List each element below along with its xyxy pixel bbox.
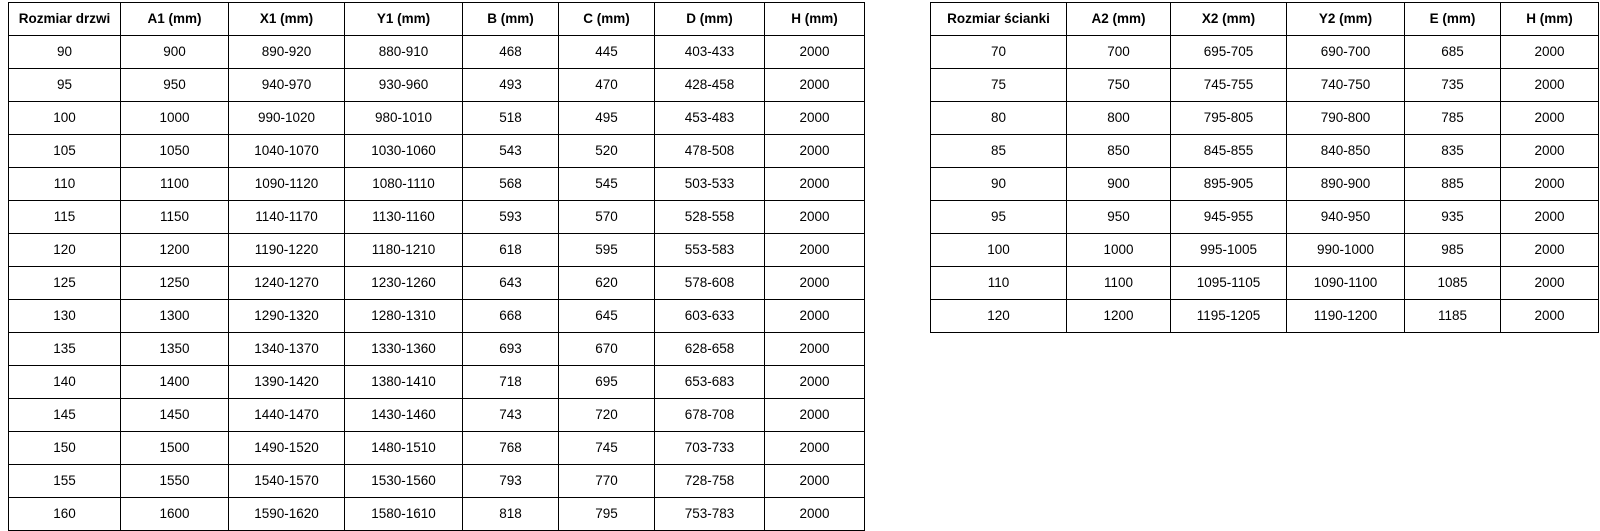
- cell: 1530-1560: [345, 465, 463, 498]
- cell: 645: [559, 300, 655, 333]
- cell: 1085: [1405, 267, 1501, 300]
- cell: 1140-1170: [229, 201, 345, 234]
- column-header-rozmiar-scianki: Rozmiar ścianki: [931, 3, 1067, 36]
- cell: 728-758: [655, 465, 765, 498]
- cell: 495: [559, 102, 655, 135]
- doors-table-body: [9, 36, 865, 531]
- cell: 695: [559, 366, 655, 399]
- table-row: [9, 366, 865, 399]
- cell: 785: [1405, 102, 1501, 135]
- cell: 743: [463, 399, 559, 432]
- cell: 1550: [121, 465, 229, 498]
- walls-dimensions-table-container: [930, 2, 1599, 333]
- cell: 700: [1067, 36, 1171, 69]
- cell: 900: [121, 36, 229, 69]
- cell: 545: [559, 168, 655, 201]
- cell: 643: [463, 267, 559, 300]
- table-row: [931, 267, 1599, 300]
- table-row: [9, 465, 865, 498]
- cell: 1590-1620: [229, 498, 345, 531]
- cell: 553-583: [655, 234, 765, 267]
- cell: 493: [463, 69, 559, 102]
- cell: 528-558: [655, 201, 765, 234]
- cell: 770: [559, 465, 655, 498]
- cell: 2000: [1501, 201, 1599, 234]
- cell: 800: [1067, 102, 1171, 135]
- cell: 930-960: [345, 69, 463, 102]
- cell: 1500: [121, 432, 229, 465]
- cell: 628-658: [655, 333, 765, 366]
- cell: 1130-1160: [345, 201, 463, 234]
- cell: 1180-1210: [345, 234, 463, 267]
- cell: 1600: [121, 498, 229, 531]
- cell: 1450: [121, 399, 229, 432]
- cell: 2000: [1501, 168, 1599, 201]
- cell: 1040-1070: [229, 135, 345, 168]
- cell: 145: [9, 399, 121, 432]
- cell: 950: [1067, 201, 1171, 234]
- cell: 735: [1405, 69, 1501, 102]
- table-header-row: [931, 3, 1599, 36]
- cell: 1350: [121, 333, 229, 366]
- cell: 2000: [1501, 102, 1599, 135]
- cell: 478-508: [655, 135, 765, 168]
- table-row: [9, 102, 865, 135]
- cell: 468: [463, 36, 559, 69]
- cell: 1200: [1067, 300, 1171, 333]
- cell: 2000: [765, 267, 865, 300]
- cell: 518: [463, 102, 559, 135]
- cell: 653-683: [655, 366, 765, 399]
- cell: 1200: [121, 234, 229, 267]
- table-row: [931, 168, 1599, 201]
- cell: 835: [1405, 135, 1501, 168]
- cell: 2000: [765, 168, 865, 201]
- column-header-h: H (mm): [765, 3, 865, 36]
- column-header-y2: Y2 (mm): [1287, 3, 1405, 36]
- cell: 1330-1360: [345, 333, 463, 366]
- cell: 880-910: [345, 36, 463, 69]
- column-header-x1: X1 (mm): [229, 3, 345, 36]
- cell: 1300: [121, 300, 229, 333]
- table-row: [9, 432, 865, 465]
- cell: 1090-1120: [229, 168, 345, 201]
- cell: 110: [931, 267, 1067, 300]
- cell: 135: [9, 333, 121, 366]
- walls-table-body: [931, 36, 1599, 333]
- cell: 70: [931, 36, 1067, 69]
- cell: 995-1005: [1171, 234, 1287, 267]
- cell: 428-458: [655, 69, 765, 102]
- cell: 2000: [765, 135, 865, 168]
- cell: 570: [559, 201, 655, 234]
- cell: 2000: [1501, 234, 1599, 267]
- cell: 1095-1105: [1171, 267, 1287, 300]
- cell: 720: [559, 399, 655, 432]
- cell: 703-733: [655, 432, 765, 465]
- cell: 1400: [121, 366, 229, 399]
- table-row: [931, 36, 1599, 69]
- cell: 2000: [1501, 267, 1599, 300]
- table-row: [931, 102, 1599, 135]
- cell: 1195-1205: [1171, 300, 1287, 333]
- cell: 130: [9, 300, 121, 333]
- cell: 745-755: [1171, 69, 1287, 102]
- walls-dimensions-table: [930, 2, 1599, 333]
- cell: 120: [9, 234, 121, 267]
- doors-table-header: [9, 3, 865, 36]
- walls-table-header: [931, 3, 1599, 36]
- cell: 110: [9, 168, 121, 201]
- table-row: [9, 300, 865, 333]
- table-row: [9, 333, 865, 366]
- cell: 693: [463, 333, 559, 366]
- cell: 940-970: [229, 69, 345, 102]
- cell: 668: [463, 300, 559, 333]
- column-header-c: C (mm): [559, 3, 655, 36]
- cell: 950: [121, 69, 229, 102]
- cell: 1250: [121, 267, 229, 300]
- column-header-e: E (mm): [1405, 3, 1501, 36]
- cell: 670: [559, 333, 655, 366]
- table-row: [9, 498, 865, 531]
- column-header-x2: X2 (mm): [1171, 3, 1287, 36]
- cell: 935: [1405, 201, 1501, 234]
- cell: 690-700: [1287, 36, 1405, 69]
- cell: 685: [1405, 36, 1501, 69]
- cell: 120: [931, 300, 1067, 333]
- cell: 1100: [121, 168, 229, 201]
- table-row: [9, 399, 865, 432]
- column-header-rozmiar-drzwi: Rozmiar drzwi: [9, 3, 121, 36]
- cell: 2000: [765, 465, 865, 498]
- column-header-b: B (mm): [463, 3, 559, 36]
- cell: 578-608: [655, 267, 765, 300]
- cell: 850: [1067, 135, 1171, 168]
- table-row: [931, 69, 1599, 102]
- table-row: [9, 201, 865, 234]
- cell: 990-1000: [1287, 234, 1405, 267]
- cell: 1280-1310: [345, 300, 463, 333]
- cell: 568: [463, 168, 559, 201]
- cell: 2000: [765, 36, 865, 69]
- cell: 840-850: [1287, 135, 1405, 168]
- cell: 1240-1270: [229, 267, 345, 300]
- cell: 740-750: [1287, 69, 1405, 102]
- cell: 695-705: [1171, 36, 1287, 69]
- cell: 1190-1220: [229, 234, 345, 267]
- cell: 1190-1200: [1287, 300, 1405, 333]
- cell: 845-855: [1171, 135, 1287, 168]
- cell: 1490-1520: [229, 432, 345, 465]
- cell: 2000: [765, 300, 865, 333]
- cell: 80: [931, 102, 1067, 135]
- table-row: [9, 234, 865, 267]
- cell: 980-1010: [345, 102, 463, 135]
- table-row: [931, 234, 1599, 267]
- cell: 150: [9, 432, 121, 465]
- cell: 2000: [765, 201, 865, 234]
- cell: 2000: [765, 333, 865, 366]
- cell: 1290-1320: [229, 300, 345, 333]
- cell: 2000: [1501, 300, 1599, 333]
- cell: 2000: [765, 399, 865, 432]
- table-row: [9, 36, 865, 69]
- cell: 1540-1570: [229, 465, 345, 498]
- cell: 453-483: [655, 102, 765, 135]
- cell: 1100: [1067, 267, 1171, 300]
- cell: 1430-1460: [345, 399, 463, 432]
- column-header-a1: A1 (mm): [121, 3, 229, 36]
- cell: 100: [9, 102, 121, 135]
- cell: 818: [463, 498, 559, 531]
- column-header-a2: A2 (mm): [1067, 3, 1171, 36]
- cell: 520: [559, 135, 655, 168]
- cell: 125: [9, 267, 121, 300]
- cell: 95: [9, 69, 121, 102]
- cell: 470: [559, 69, 655, 102]
- table-row: [9, 69, 865, 102]
- cell: 160: [9, 498, 121, 531]
- cell: 140: [9, 366, 121, 399]
- cell: 793: [463, 465, 559, 498]
- cell: 1340-1370: [229, 333, 345, 366]
- cell: 2000: [765, 366, 865, 399]
- cell: 620: [559, 267, 655, 300]
- cell: 90: [931, 168, 1067, 201]
- cell: 503-533: [655, 168, 765, 201]
- cell: 900: [1067, 168, 1171, 201]
- column-header-h: H (mm): [1501, 3, 1599, 36]
- cell: 745: [559, 432, 655, 465]
- cell: 1580-1610: [345, 498, 463, 531]
- cell: 1150: [121, 201, 229, 234]
- cell: 2000: [1501, 69, 1599, 102]
- cell: 1030-1060: [345, 135, 463, 168]
- doors-dimensions-table-container: [8, 2, 865, 531]
- cell: 940-950: [1287, 201, 1405, 234]
- cell: 895-905: [1171, 168, 1287, 201]
- cell: 1090-1100: [1287, 267, 1405, 300]
- cell: 678-708: [655, 399, 765, 432]
- cell: 2000: [765, 102, 865, 135]
- cell: 445: [559, 36, 655, 69]
- cell: 100: [931, 234, 1067, 267]
- doors-dimensions-table: [8, 2, 865, 531]
- cell: 2000: [765, 69, 865, 102]
- cell: 1390-1420: [229, 366, 345, 399]
- column-header-y1: Y1 (mm): [345, 3, 463, 36]
- cell: 795-805: [1171, 102, 1287, 135]
- cell: 105: [9, 135, 121, 168]
- table-row: [9, 267, 865, 300]
- cell: 795: [559, 498, 655, 531]
- cell: 768: [463, 432, 559, 465]
- cell: 95: [931, 201, 1067, 234]
- cell: 1230-1260: [345, 267, 463, 300]
- cell: 2000: [765, 498, 865, 531]
- cell: 2000: [765, 234, 865, 267]
- cell: 618: [463, 234, 559, 267]
- cell: 890-900: [1287, 168, 1405, 201]
- cell: 718: [463, 366, 559, 399]
- cell: 1380-1410: [345, 366, 463, 399]
- column-header-d: D (mm): [655, 3, 765, 36]
- cell: 155: [9, 465, 121, 498]
- cell: 753-783: [655, 498, 765, 531]
- cell: 985: [1405, 234, 1501, 267]
- cell: 1000: [121, 102, 229, 135]
- cell: 2000: [1501, 36, 1599, 69]
- cell: 1480-1510: [345, 432, 463, 465]
- cell: 945-955: [1171, 201, 1287, 234]
- table-header-row: [9, 3, 865, 36]
- cell: 603-633: [655, 300, 765, 333]
- cell: 90: [9, 36, 121, 69]
- table-row: [931, 201, 1599, 234]
- table-row: [931, 135, 1599, 168]
- cell: 593: [463, 201, 559, 234]
- cell: 885: [1405, 168, 1501, 201]
- cell: 403-433: [655, 36, 765, 69]
- cell: 890-920: [229, 36, 345, 69]
- cell: 75: [931, 69, 1067, 102]
- cell: 85: [931, 135, 1067, 168]
- cell: 1050: [121, 135, 229, 168]
- cell: 1000: [1067, 234, 1171, 267]
- cell: 750: [1067, 69, 1171, 102]
- cell: 2000: [765, 432, 865, 465]
- cell: 1440-1470: [229, 399, 345, 432]
- cell: 1080-1110: [345, 168, 463, 201]
- cell: 595: [559, 234, 655, 267]
- cell: 990-1020: [229, 102, 345, 135]
- table-row: [931, 300, 1599, 333]
- table-row: [9, 168, 865, 201]
- table-row: [9, 135, 865, 168]
- cell: 2000: [1501, 135, 1599, 168]
- cell: 790-800: [1287, 102, 1405, 135]
- cell: 543: [463, 135, 559, 168]
- cell: 1185: [1405, 300, 1501, 333]
- cell: 115: [9, 201, 121, 234]
